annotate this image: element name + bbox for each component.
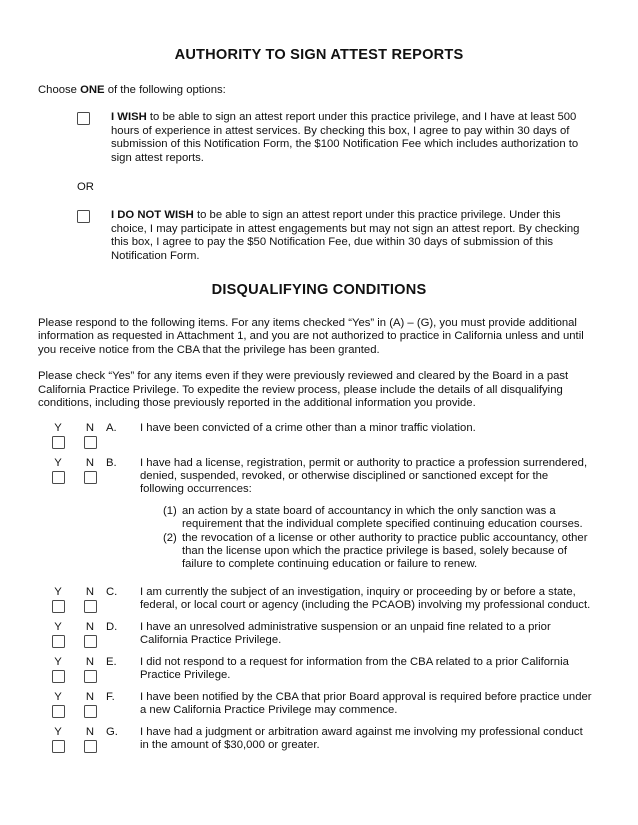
item-a-yes-checkbox[interactable] (52, 436, 65, 449)
yes-label: Y (54, 655, 62, 668)
option-wish-row (77, 111, 638, 165)
item-a-text: I have been convicted of a crime other than a minor traffic violation. (140, 421, 476, 434)
yes-label: Y (54, 620, 62, 633)
option-do-not-wish-text (111, 209, 583, 263)
item-d-letter: D. (106, 620, 118, 633)
option-wish-text (111, 111, 583, 165)
or-separator: OR (77, 181, 94, 194)
item-f-text: I have been notified by the CBA that prior Board approval is required before practice under a new California Practice Privilege may commence. (140, 690, 592, 717)
item-e-yes-col (42, 656, 74, 683)
item-g-yes-checkbox[interactable] (52, 740, 65, 753)
item-e-text: I did not respond to a request for information from the CBA related to a prior California Practice Privilege. (140, 655, 569, 682)
item-g-no-col (74, 726, 106, 753)
item-b-no-col (74, 457, 106, 497)
no-label: N (85, 690, 95, 703)
item-f-row (42, 691, 638, 718)
no-label: N (85, 725, 95, 738)
option-wish-lead: I WISH (111, 111, 147, 124)
sub-item-text: an action by a state board of accountancy in which the only sanction was a requirement that the individual complete specified continuing education courses. (182, 504, 583, 531)
item-d-no-checkbox[interactable] (84, 635, 97, 648)
item-b-row (42, 457, 638, 497)
item-a-letter: A. (106, 421, 117, 434)
item-b-sub-2 (163, 532, 638, 572)
item-a-no-checkbox[interactable] (84, 436, 97, 449)
item-g-yes-col (42, 726, 74, 753)
item-g-letter: G. (106, 725, 118, 738)
item-c-letter: C. (106, 585, 118, 598)
option-do-not-wish-lead: I DO NOT WISH (111, 209, 194, 222)
item-b-yes-checkbox[interactable] (52, 471, 65, 484)
choose-bold-one: ONE (80, 84, 105, 96)
option-wish-checkbox[interactable] (77, 112, 90, 125)
choose-instruction (38, 84, 638, 97)
yes-label: Y (54, 725, 62, 738)
item-b-text: I have had a license, registration, permit or authority to practice a profession surrendered, denied, suspended, revoked, or otherwise disciplined or sanctioned except for the following occurrences: (140, 456, 588, 496)
intro-paragraph-1: Please respond to the following items. For any items checked “Yes” in (A) – (G), you must provide additional information as requested in Attachment 1, and you are not authorized to practice in California unless and until you receive notice from the CBA that the privilege has been granted. (38, 317, 584, 356)
no-label: N (85, 620, 95, 633)
choose-prefix: Choose (38, 84, 81, 96)
item-b-no-checkbox[interactable] (84, 471, 97, 484)
item-b-sub-1 (163, 505, 638, 532)
no-label: N (85, 456, 95, 469)
item-e-yes-checkbox[interactable] (52, 670, 65, 683)
item-a-no-col (74, 422, 106, 449)
yes-label: Y (54, 456, 62, 469)
item-c-text: I am currently the subject of an investigation, inquiry or proceeding by or before a state, federal, or local court or agency (including the PCAOB) involving my professional conduct. (140, 585, 591, 612)
item-c-row (42, 586, 638, 613)
choose-suffix: of the following options: (104, 84, 226, 96)
item-e-letter: E. (106, 655, 117, 668)
option-wish-body: to be able to sign an attest report under this practice privilege, and I have at least 500 hours of experience in attest services. By checking this box, I agree to pay within 30 days of submission of this Notification Form, the $100 Notification Fee which includes authorization to sign attest reports. (111, 111, 579, 164)
item-d-text: I have an unresolved administrative suspension or an unpaid fine related to a prior California Practice Privilege. (140, 620, 551, 647)
option-do-not-wish-checkbox[interactable] (77, 210, 90, 223)
item-e-row (42, 656, 638, 683)
yes-label: Y (54, 690, 62, 703)
item-c-no-col (74, 586, 106, 613)
item-d-row (42, 621, 638, 648)
item-c-yes-col (42, 586, 74, 613)
item-b-letter: B. (106, 456, 117, 469)
item-g-row (42, 726, 638, 753)
page-title-disqualifying: DISQUALIFYING CONDITIONS (211, 282, 427, 299)
item-f-yes-checkbox[interactable] (52, 705, 65, 718)
item-d-yes-col (42, 621, 74, 648)
sub-item-number: (2) (163, 531, 177, 544)
item-c-yes-checkbox[interactable] (52, 600, 65, 613)
no-label: N (85, 421, 95, 434)
item-a-yes-col (42, 422, 74, 449)
yes-label: Y (54, 585, 62, 598)
sub-item-text: the revocation of a license or other authority to practice public accountancy, other than the license upon which the practice privilege is based, solely because of failure to complete continuing education or failure to renew. (182, 531, 588, 571)
item-b-sub-list (163, 505, 638, 572)
item-f-yes-col (42, 691, 74, 718)
item-d-no-col (74, 621, 106, 648)
item-e-no-col (74, 656, 106, 683)
option-do-not-wish-body: to be able to sign an attest report under this practice privilege. Under this choice, I may participate in attest engagements but may not sign an attest report. By checking this box, I agree to pay the $50 Notification Fee, due within 30 days of submission of this Notification Form. (111, 209, 580, 262)
item-a-row (42, 422, 638, 449)
disqualifying-items (0, 422, 638, 753)
item-d-yes-checkbox[interactable] (52, 635, 65, 648)
page-title-attest: AUTHORITY TO SIGN ATTEST REPORTS (174, 47, 464, 63)
item-g-no-checkbox[interactable] (84, 740, 97, 753)
no-label: N (85, 585, 95, 598)
option-do-not-wish-row (77, 209, 638, 263)
sub-item-number: (1) (163, 504, 177, 517)
item-f-no-col (74, 691, 106, 718)
item-f-no-checkbox[interactable] (84, 705, 97, 718)
item-g-text: I have had a judgment or arbitration award against me involving my professional conduct in the amount of $30,000 or greater. (140, 725, 583, 752)
item-f-letter: F. (106, 690, 115, 703)
intro-paragraph-2: Please check “Yes” for any items even if they were previously reviewed and cleared by the Board in a past California Practice Privilege. To expedite the review process, please include the details of all disqualifying conditions, including those previously reported in the additional information you provide. (38, 370, 569, 410)
item-e-no-checkbox[interactable] (84, 670, 97, 683)
item-b-yes-col (42, 457, 74, 497)
no-label: N (85, 655, 95, 668)
item-c-no-checkbox[interactable] (84, 600, 97, 613)
yes-label: Y (54, 421, 62, 434)
